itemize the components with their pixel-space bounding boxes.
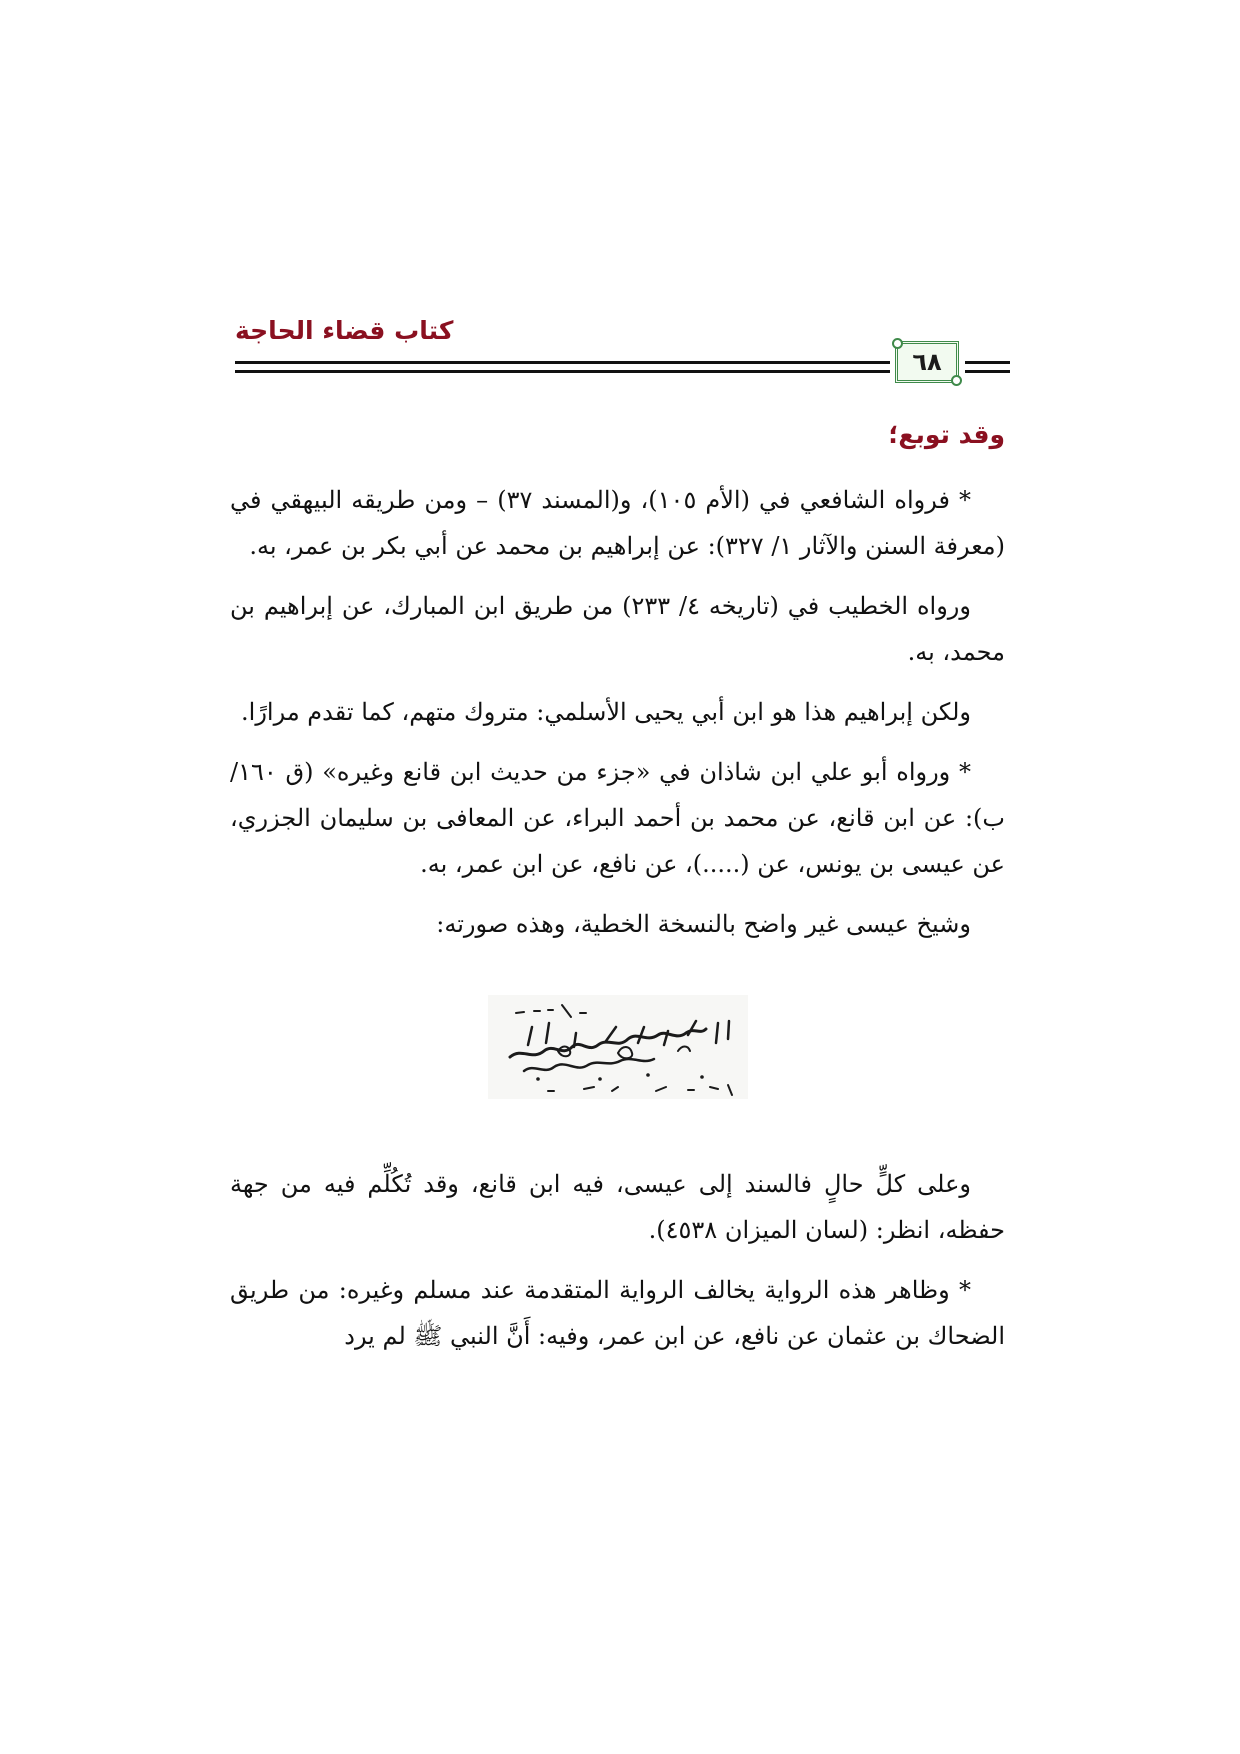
- paragraph: وشيخ عيسى غير واضح بالنسخة الخطية، وهذه صورته:: [436, 910, 971, 938]
- manuscript-scribble: [488, 995, 748, 1099]
- header-rule-right-bottom: [965, 370, 1010, 373]
- main-text: [230, 415, 1005, 1373]
- header-rule-right-top: [965, 361, 1010, 364]
- paragraph: * فرواه الشافعي في (الأم ١٠٥)، و(المسند ٣٧) – ومن طريقه البيهقي في (معرفة السنن والآثار ١/ ٣٢٧): عن إبراهيم بن محمد عن أبي بكر بن عمر، به.: [230, 486, 1005, 560]
- paragraph: وعلى كلٍّ حالٍ فالسند إلى عيسى، فيه ابن قانع، وقد تُكُلِّم فيه من جهة حفظه، انظر: (لسان الميزان ٤٥٣٨).: [230, 1170, 1005, 1244]
- page-number: ٦٨: [912, 348, 942, 376]
- header-rule-top: [235, 361, 890, 364]
- header-rule-bottom: [235, 370, 890, 373]
- paragraph: ورواه الخطيب في (تاريخه ٤/ ٢٣٣) من طريق ابن المبارك، عن إبراهيم بن محمد، به.: [230, 592, 1005, 666]
- section-heading: وقد توبع؛: [888, 420, 1005, 449]
- page-header: [235, 316, 1010, 386]
- page-number-badge: [895, 341, 959, 383]
- paragraph: * ورواه أبو علي ابن شاذان في «جزء من حديث ابن قانع وغيره» (ق ١٦٠/ب): عن ابن قانع، عن محمد بن أحمد البراء، عن المعافى بن سليمان الجزري، عن عيسى بن يونس، عن (.....)، عن نافع، عن ابن عمر، به.: [230, 758, 1005, 878]
- paragraph: * وظاهر هذه الرواية يخالف الرواية المتقدمة عند مسلم وغيره: من طريق الضحاك بن عثمان عن نافع، عن ابن عمر، وفيه: أَنَّ النبي ﷺ لم يرد: [230, 1276, 1005, 1350]
- manuscript-image: [488, 995, 748, 1099]
- paragraph: ولكن إبراهيم هذا هو ابن أبي يحيى الأسلمي: متروك متهم، كما تقدم مرارًا.: [241, 698, 971, 726]
- book-title: كتاب قضاء الحاجة: [235, 316, 454, 345]
